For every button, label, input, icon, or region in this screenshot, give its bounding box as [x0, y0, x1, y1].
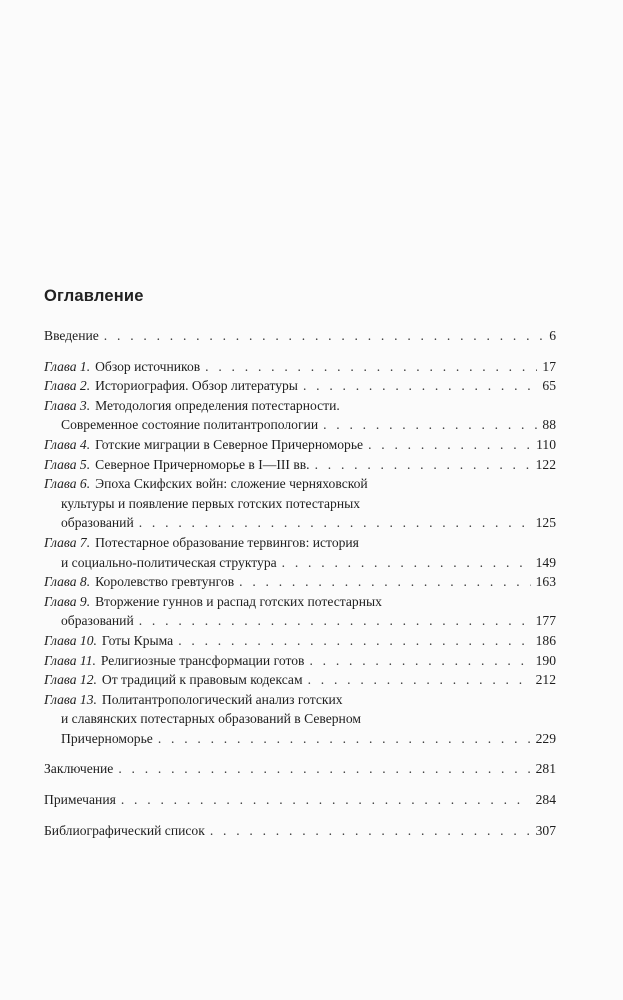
toc-entry-back-3[interactable] — [44, 821, 556, 841]
toc-entry-line — [44, 759, 556, 779]
chapter-label: Глава 1. — [44, 358, 91, 374]
toc-entry-title: Религиозные трансформации готов — [100, 652, 305, 668]
dot-leader — [368, 435, 531, 455]
toc-page-number: 190 — [535, 652, 556, 668]
toc-entry-line — [44, 376, 556, 396]
toc-page-number: 149 — [535, 554, 556, 570]
toc-entry-back-2[interactable] — [44, 790, 556, 810]
toc-page-number: 284 — [535, 792, 556, 808]
back-matter-list — [44, 759, 556, 840]
toc-page-number: 212 — [535, 672, 556, 688]
dot-leader — [139, 611, 531, 631]
toc-entry-line — [44, 415, 556, 435]
toc-entry-line — [44, 651, 556, 671]
dot-leader — [315, 455, 531, 475]
chapter-label: Глава 2. — [44, 378, 91, 394]
toc-entry-title: Северное Причерноморье в I—III вв. — [95, 456, 310, 472]
toc-entry-line — [44, 709, 556, 729]
toc-entry-title: культуры и появление первых готских потестарных — [61, 495, 361, 511]
dot-leader — [104, 326, 544, 346]
toc-entry-title: Историография. Обзор литературы — [95, 378, 298, 394]
toc-entry-chapter-13[interactable] — [44, 690, 556, 749]
toc-entry-line — [44, 631, 556, 651]
toc-entry-chapter-11[interactable] — [44, 651, 556, 671]
toc-entry-chapter-9[interactable] — [44, 592, 556, 631]
dot-leader — [308, 670, 531, 690]
toc-entry-chapter-6[interactable] — [44, 474, 556, 533]
toc-entry-title: Методология определения потестарности. — [95, 397, 340, 413]
toc-entry-line — [44, 821, 556, 841]
toc-entry-title: и социально-политическая структура — [61, 554, 277, 570]
toc-page-number: 17 — [542, 358, 556, 374]
table-of-contents — [44, 326, 556, 840]
chapter-list — [44, 357, 556, 749]
toc-entry-chapter-12[interactable] — [44, 670, 556, 690]
toc-entry-title: Потестарное образование тервингов: история — [95, 534, 359, 550]
dot-leader — [158, 729, 531, 749]
toc-entry-line — [44, 572, 556, 592]
toc-page-number: 125 — [535, 515, 556, 531]
dot-leader — [303, 376, 537, 396]
toc-entry-line — [44, 690, 556, 710]
toc-entry-chapter-4[interactable] — [44, 435, 556, 455]
toc-entry-title: Библиографический список — [44, 822, 205, 838]
toc-page-number: 307 — [535, 822, 556, 838]
dot-leader — [121, 790, 531, 810]
toc-page-number: 229 — [535, 730, 556, 746]
toc-entry-title: Готы Крыма — [101, 632, 174, 648]
toc-entry-title: образований — [61, 515, 134, 531]
chapter-label: Глава 4. — [44, 436, 91, 452]
toc-entry-chapter-3[interactable] — [44, 396, 556, 435]
toc-page-number: 186 — [535, 632, 556, 648]
chapter-label: Глава 5. — [44, 456, 91, 472]
toc-page-number: 88 — [542, 417, 556, 433]
toc-page-number: 65 — [542, 378, 556, 394]
toc-entry-title: Королевство гревтунгов — [95, 574, 235, 590]
toc-entry-line — [44, 513, 556, 533]
chapter-label: Глава 6. — [44, 476, 91, 492]
toc-entry-intro[interactable] — [44, 326, 556, 346]
toc-entry-line — [44, 357, 556, 377]
toc-entry-chapter-7[interactable] — [44, 533, 556, 572]
dot-leader — [118, 759, 530, 779]
toc-page-number: 6 — [549, 328, 556, 343]
toc-entry-title: Политантропологический анализ готских — [101, 691, 343, 707]
toc-page-number: 110 — [536, 436, 556, 452]
toc-entry-line — [44, 474, 556, 494]
toc-entry-line — [44, 494, 556, 514]
toc-entry-chapter-10[interactable] — [44, 631, 556, 651]
dot-leader — [309, 651, 530, 671]
toc-entry-title: Современное состояние политантропологии — [61, 417, 319, 433]
chapter-label: Глава 3. — [44, 397, 91, 413]
chapter-label: Глава 7. — [44, 534, 91, 550]
chapter-label: Глава 11. — [44, 652, 96, 668]
toc-entry-line — [44, 533, 556, 553]
toc-entry-title: Готские миграции в Северное Причерноморье — [95, 436, 364, 452]
chapter-label: Глава 8. — [44, 574, 91, 590]
dot-leader — [139, 513, 531, 533]
toc-entry-title: и славянских потестарных образований в Северном — [61, 711, 361, 727]
toc-entry-title: Вторжение гуннов и распад готских потестарных — [95, 593, 382, 609]
toc-page-number: 122 — [535, 456, 556, 472]
toc-entry-line — [44, 396, 556, 416]
toc-entry-title: Эпоха Скифских войн: сложение черняховской — [95, 476, 368, 492]
dot-leader — [282, 553, 531, 573]
page-title: Оглавление — [44, 287, 144, 305]
chapter-label: Глава 9. — [44, 593, 91, 609]
toc-entry-line — [44, 729, 556, 749]
toc-entry-title: Обзор источников — [95, 358, 201, 374]
dot-leader — [178, 631, 530, 651]
toc-entry-chapter-8[interactable] — [44, 572, 556, 592]
chapter-label: Глава 12. — [44, 672, 97, 688]
toc-entry-line — [44, 670, 556, 690]
chapter-label: Глава 13. — [44, 691, 97, 707]
toc-entry-title: От традиций к правовым кодексам — [101, 672, 303, 688]
toc-entry-back-1[interactable] — [44, 759, 556, 779]
toc-entry-title: Заключение — [44, 761, 114, 777]
toc-page-number: 177 — [535, 613, 556, 629]
toc-entry-line — [44, 611, 556, 631]
toc-entry-line — [44, 790, 556, 810]
toc-entry-title: образований — [61, 613, 134, 629]
toc-entry-line — [44, 553, 556, 573]
toc-entry-title: Причерноморье — [61, 730, 153, 746]
chapter-label: Глава 10. — [44, 632, 97, 648]
toc-entry-line — [44, 592, 556, 612]
toc-entry-line — [44, 435, 556, 455]
toc-entry-line — [44, 455, 556, 475]
toc-page-number: 163 — [535, 574, 556, 590]
dot-leader — [210, 821, 531, 841]
toc-entry-chapter-2[interactable] — [44, 376, 556, 396]
toc-entry-chapter-1[interactable] — [44, 357, 556, 377]
toc-entry-chapter-5[interactable] — [44, 455, 556, 475]
toc-page-number: 281 — [535, 761, 556, 777]
toc-entry-title: Введение — [44, 328, 99, 343]
toc-entry-title: Примечания — [44, 792, 116, 808]
dot-leader — [323, 415, 537, 435]
dot-leader — [239, 572, 530, 592]
dot-leader — [205, 357, 537, 377]
